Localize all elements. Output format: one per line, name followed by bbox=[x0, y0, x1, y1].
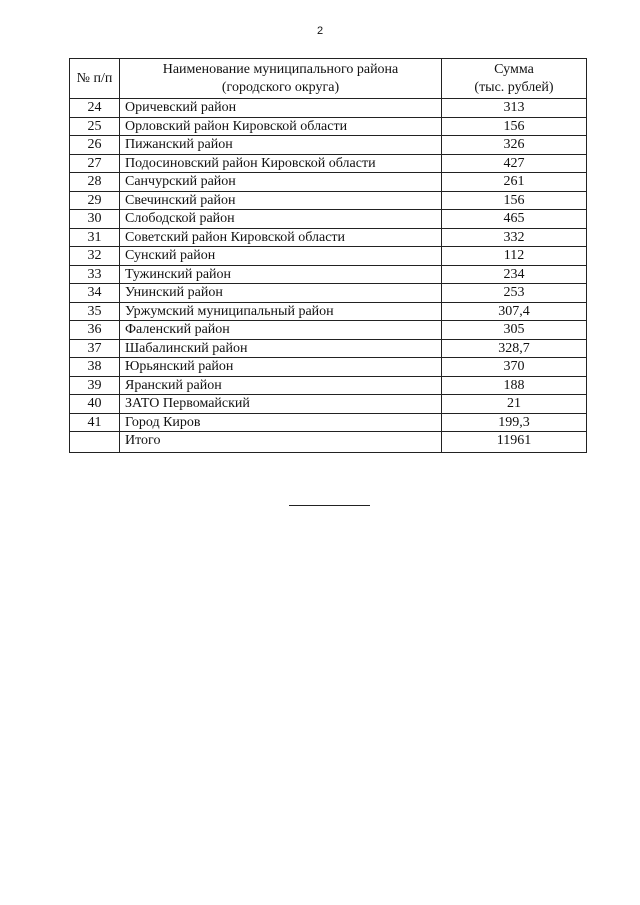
table-row bbox=[70, 191, 587, 210]
page-number: 2 bbox=[316, 25, 324, 37]
row-district-name: Подосиновский район Кировской области bbox=[120, 154, 442, 173]
row-amount: 328,7 bbox=[442, 339, 587, 358]
row-district-name: Итого bbox=[120, 432, 442, 453]
row-district-name: Фаленский район bbox=[120, 321, 442, 340]
row-amount: 156 bbox=[442, 191, 587, 210]
row-number: 32 bbox=[70, 247, 120, 266]
header-number-label: № п/п bbox=[76, 70, 113, 86]
row-district-name: ЗАТО Первомайский bbox=[120, 395, 442, 414]
row-number: 26 bbox=[70, 136, 120, 155]
row-amount: 313 bbox=[442, 99, 587, 118]
row-number: 35 bbox=[70, 302, 120, 321]
row-amount: 332 bbox=[442, 228, 587, 247]
row-amount: 21 bbox=[442, 395, 587, 414]
table-body bbox=[70, 99, 587, 453]
table-row bbox=[70, 136, 587, 155]
row-district-name: Сунский район bbox=[120, 247, 442, 266]
table-row bbox=[70, 265, 587, 284]
row-amount: 234 bbox=[442, 265, 587, 284]
row-number: 30 bbox=[70, 210, 120, 229]
row-amount: 261 bbox=[442, 173, 587, 192]
row-district-name: Свечинский район bbox=[120, 191, 442, 210]
row-number: 29 bbox=[70, 191, 120, 210]
header-name-line2: (городского округа) bbox=[221, 79, 340, 95]
table-row bbox=[70, 376, 587, 395]
row-amount: 427 bbox=[442, 154, 587, 173]
row-district-name: Пижанский район bbox=[120, 136, 442, 155]
row-district-name: Город Киров bbox=[120, 413, 442, 432]
row-amount: 305 bbox=[442, 321, 587, 340]
row-district-name: Санчурский район bbox=[120, 173, 442, 192]
table-row bbox=[70, 395, 587, 414]
header-sum bbox=[442, 59, 587, 99]
row-district-name: Юрьянский район bbox=[120, 358, 442, 377]
end-of-document-rule bbox=[289, 505, 370, 506]
row-district-name: Тужинский район bbox=[120, 265, 442, 284]
row-number: 40 bbox=[70, 395, 120, 414]
table-row bbox=[70, 339, 587, 358]
header-name bbox=[120, 59, 442, 99]
table-row bbox=[70, 173, 587, 192]
header-number bbox=[70, 59, 120, 99]
row-amount: 11961 bbox=[442, 432, 587, 453]
row-number: 24 bbox=[70, 99, 120, 118]
row-number: 41 bbox=[70, 413, 120, 432]
table-row bbox=[70, 413, 587, 432]
row-amount: 199,3 bbox=[442, 413, 587, 432]
row-amount: 307,4 bbox=[442, 302, 587, 321]
table-row bbox=[70, 117, 587, 136]
row-amount: 370 bbox=[442, 358, 587, 377]
row-number: 33 bbox=[70, 265, 120, 284]
table-row bbox=[70, 321, 587, 340]
row-district-name: Яранский район bbox=[120, 376, 442, 395]
table-row bbox=[70, 99, 587, 118]
table-row bbox=[70, 228, 587, 247]
allocation-table bbox=[69, 58, 587, 453]
table-row bbox=[70, 302, 587, 321]
row-number: 37 bbox=[70, 339, 120, 358]
row-amount: 465 bbox=[442, 210, 587, 229]
row-district-name: Оричевский район bbox=[120, 99, 442, 118]
row-amount: 188 bbox=[442, 376, 587, 395]
header-sum-line1: Сумма bbox=[494, 61, 534, 77]
row-district-name: Унинский район bbox=[120, 284, 442, 303]
header-name-line1: Наименование муниципального района bbox=[162, 61, 399, 77]
row-district-name: Уржумский муниципальный район bbox=[120, 302, 442, 321]
row-number: 31 bbox=[70, 228, 120, 247]
table-row bbox=[70, 284, 587, 303]
row-district-name: Орловский район Кировской области bbox=[120, 117, 442, 136]
row-amount: 326 bbox=[442, 136, 587, 155]
row-amount: 156 bbox=[442, 117, 587, 136]
row-amount: 112 bbox=[442, 247, 587, 266]
row-amount: 253 bbox=[442, 284, 587, 303]
row-district-name: Слободской район bbox=[120, 210, 442, 229]
table-row bbox=[70, 247, 587, 266]
row-number bbox=[70, 432, 120, 453]
row-district-name: Советский район Кировской области bbox=[120, 228, 442, 247]
table-row bbox=[70, 154, 587, 173]
table-row bbox=[70, 358, 587, 377]
row-district-name: Шабалинский район bbox=[120, 339, 442, 358]
header-sum-line2: (тыс. рублей) bbox=[474, 79, 554, 95]
row-number: 34 bbox=[70, 284, 120, 303]
row-number: 36 bbox=[70, 321, 120, 340]
row-number: 27 bbox=[70, 154, 120, 173]
total-row bbox=[70, 432, 587, 453]
row-number: 39 bbox=[70, 376, 120, 395]
row-number: 25 bbox=[70, 117, 120, 136]
row-number: 28 bbox=[70, 173, 120, 192]
table-header-row bbox=[70, 59, 587, 99]
row-number: 38 bbox=[70, 358, 120, 377]
table-row bbox=[70, 210, 587, 229]
